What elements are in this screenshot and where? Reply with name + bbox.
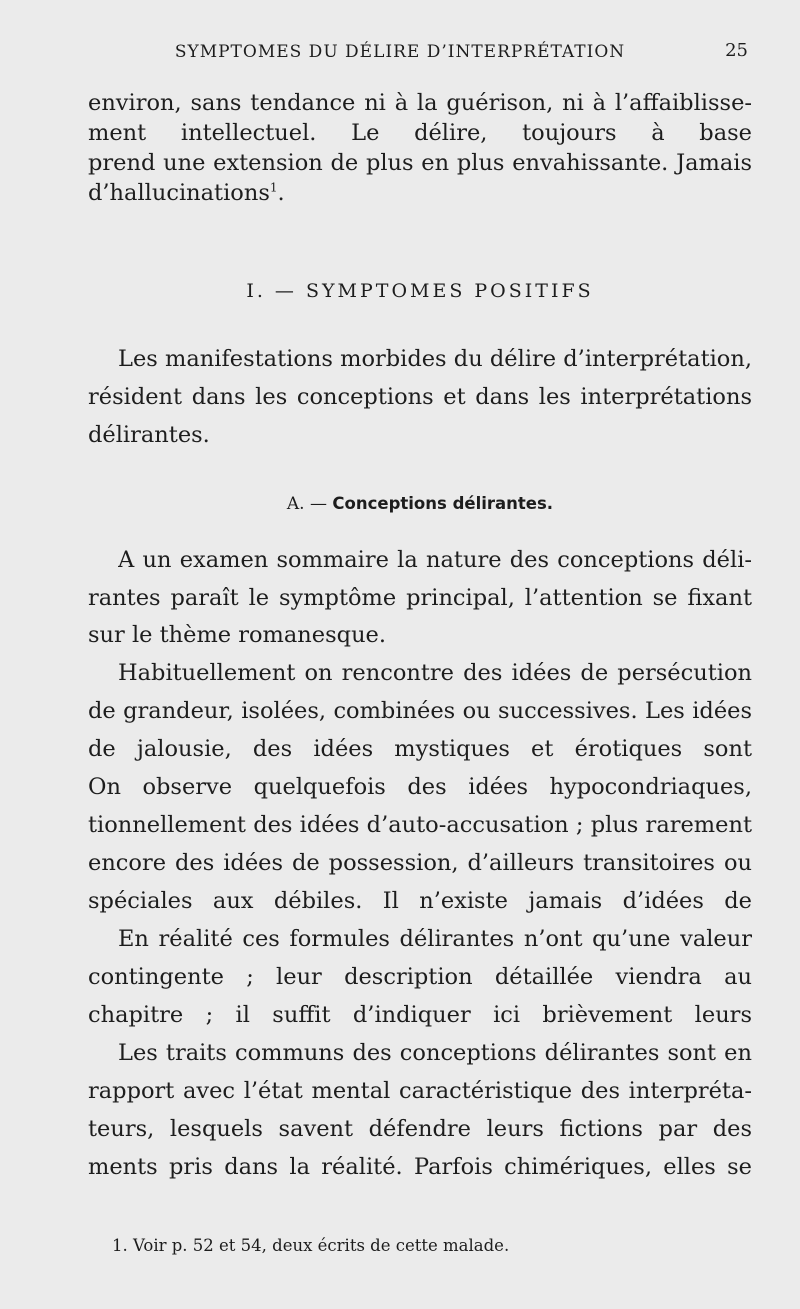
body-line: ments pris dans la réalité. Parfois chimériques, elles se (88, 1154, 752, 1180)
footnote: 1. Voir p. 52 et 54, deux écrits de cette malade. (112, 1236, 510, 1255)
body-line: tionnellement des idées d’auto-accusation ; plus rarement (88, 812, 752, 838)
intro-line: ment intellectuel. Le délire, toujours à base (88, 120, 752, 146)
body-line: rapport avec l’état mental caractéristique des interpréta- (88, 1078, 752, 1104)
subsection-label: A. — (286, 494, 327, 514)
intro-line: prend une extension de plus en plus envahissante. Jamais (88, 150, 752, 176)
section-para-line: résident dans les conceptions et dans les interprétations (88, 384, 752, 410)
section-heading: I. — SYMPTOMES POSITIFS (246, 280, 594, 302)
footnote-ref: 1 (269, 180, 278, 195)
body-line: rantes paraît le symptôme principal, l’attention se fixant (88, 585, 752, 611)
body-line: On observe quelquefois des idées hypocondriaques, (88, 774, 752, 800)
page-number: 25 (725, 40, 748, 61)
body-line: encore des idées de possession, d’ailleurs transitoires ou (88, 850, 752, 876)
body-line: contingente ; leur description détaillée viendra au (88, 964, 752, 990)
intro-text: d’hallucinations (88, 180, 270, 206)
body-line: Les traits communs des conceptions délirantes sont en (118, 1040, 752, 1066)
section-para-line: délirantes. (88, 422, 210, 448)
intro-line-last: d’hallucinations$^1$. (88, 180, 285, 206)
body-line: En réalité ces formules délirantes n’ont qu’une valeur (118, 926, 752, 952)
body-line: A un examen sommaire la nature des conceptions déli- (118, 547, 752, 573)
body-line: spéciales aux débiles. Il n’existe jamais d’idées de (88, 888, 752, 914)
subsection-title: Conceptions délirantes. (332, 494, 554, 513)
body-line: teurs, lesquels savent défendre leurs fictions par des (88, 1116, 752, 1142)
body-line: chapitre ; il suffit d’indiquer ici brièvement leurs (88, 1002, 752, 1028)
body-line: Habituellement on rencontre des idées de persécution (118, 660, 752, 686)
body-line: de grandeur, isolées, combinées ou successives. Les idées (88, 698, 752, 724)
intro-line: environ, sans tendance ni à la guérison, ni à l’affaiblisse- (88, 90, 752, 116)
subsection-heading (0, 494, 800, 514)
body-line: de jalousie, des idées mystiques et érotiques sont (88, 736, 752, 762)
running-title: SYMPTOMES DU DÉLIRE D’INTERPRÉTATION (174, 42, 626, 62)
section-para-line: Les manifestations morbides du délire d’interprétation, (118, 346, 752, 372)
body-line: sur le thème romanesque. (88, 622, 387, 648)
